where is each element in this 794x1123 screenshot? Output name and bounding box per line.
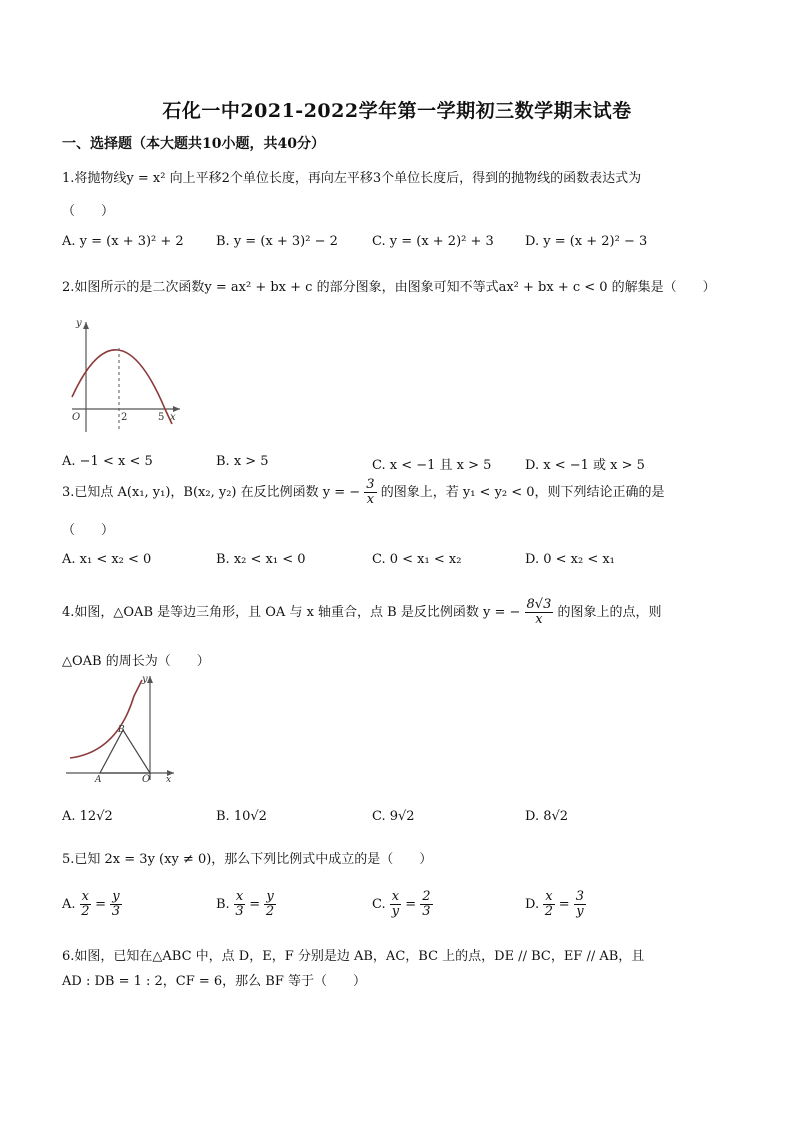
q1-paren: （ ） [62, 204, 115, 219]
q4-option-c: C. 9√2 [372, 809, 415, 824]
origin-label: O [142, 774, 151, 784]
origin-label: O [72, 412, 81, 423]
x-label: x [166, 775, 172, 784]
q6-stem: 6.如图，已知在△ABC 中，点 D，E，F 分别是边 AB，AC，BC 上的点，DE // BC，EF // AB，且 [62, 949, 645, 964]
y-label: y [142, 674, 148, 685]
triangle-oab [100, 730, 150, 773]
q1-option-a: A. y = (x + 3)² + 2 [62, 234, 184, 249]
q6-line2: AD : DB = 1 : 2，CF = 6，那么 BF 等于（ ） [62, 974, 367, 989]
y-axis-arrow [83, 322, 89, 329]
q4-option-b: B. 10√2 [216, 809, 267, 824]
q5-option-c: C. $\frac{x}{y}$ = $\frac{2}{3}$ [372, 889, 431, 919]
q3-option-a: A. x₁ < x₂ < 0 [62, 552, 152, 567]
q5-stem: 5.已知 2x = 3y (xy ≠ 0)，那么下列比例式中成立的是（ ） [62, 852, 433, 867]
q1-stem: 1.将抛物线y = x² 向上平移2个单位长度，再向左平移3个单位长度后，得到的抛物线的函数表达式为 [62, 171, 642, 186]
q2-parabola-graph [62, 312, 192, 436]
q4-stem [62, 598, 662, 627]
q4-stem-b: 的图象上的点，则 [557, 605, 662, 620]
x-label: x [170, 412, 176, 423]
q5-b-d2: 2 [265, 904, 275, 919]
q4-triangle-graph [62, 672, 182, 784]
q2-option-d: D. x < −1 或 x > 5 [525, 458, 645, 473]
q4-line2: △OAB 的周长为（ ） [62, 654, 210, 669]
q5-d-d2: y [576, 904, 584, 919]
q3-option-d: D. 0 < x₂ < x₁ [525, 552, 615, 567]
point-b-label: B [118, 725, 125, 735]
q5-d-prefix: D. [525, 897, 540, 912]
tick-2: 2 [121, 412, 128, 423]
q2-option-b: B. x > 5 [216, 454, 269, 469]
q4-option-d: D. 8√2 [525, 809, 569, 824]
point-a-label: A [95, 775, 102, 784]
q3-option-b: B. x₂ < x₁ < 0 [216, 552, 306, 567]
q2-stem: 2.如图所示的是二次函数y = ax² + bx + c 的部分图象，由图象可知不等式ax² + bx + c < 0 的解集是（ ） [62, 280, 716, 295]
q5-b-prefix: B. [216, 897, 230, 912]
q5-c-n1: x [391, 889, 400, 904]
section-heading: 一、选择题（本大题共10小题，共40分） [62, 136, 325, 152]
q4-stem-a: 4.如图，△OAB 是等边三角形，且 OA 与 x 轴重合，点 B 是反比例函数 y = − [62, 605, 521, 620]
q3-frac-num: 3 [366, 477, 375, 492]
q5-d-d1: 2 [544, 904, 554, 919]
q3-stem [62, 478, 665, 507]
q5-b-n2: y [266, 889, 274, 904]
q3-option-c: C. 0 < x₁ < x₂ [372, 552, 462, 567]
q5-a-d2: 3 [111, 904, 120, 919]
page-title: 石化一中2021-2022学年第一学期初三数学期末试卷 [162, 100, 632, 122]
q4-fraction [525, 598, 554, 627]
q4-option-a: A. 12√2 [62, 809, 113, 824]
q5-a-d1: 2 [81, 904, 90, 919]
q5-b-n1: x [235, 889, 244, 904]
q5-option-b: B. $\frac{x}{3}$ = $\frac{y}{2}$ [216, 889, 275, 919]
q3-paren: （ ） [62, 523, 115, 538]
q3-frac-den: x [366, 492, 375, 507]
q3-fraction [364, 478, 376, 507]
q5-c-n2: 2 [422, 889, 431, 904]
q2-option-c: C. x < −1 且 x > 5 [372, 458, 492, 473]
q5-option-d: D. $\frac{x}{2}$ = $\frac{3}{y}$ [525, 889, 585, 919]
q5-option-a: A. $\frac{x}{2}$ = $\frac{y}{3}$ [62, 889, 120, 919]
q5-c-d2: 3 [422, 904, 431, 919]
y-axis-arrow [147, 676, 153, 683]
q5-c-prefix: C. [372, 897, 386, 912]
q1-option-b: B. y = (x + 3)² − 2 [216, 234, 338, 249]
q5-d-n2: 3 [575, 889, 585, 904]
y-label: y [76, 318, 82, 329]
q5-a-n2: y [112, 889, 120, 904]
q5-b-d1: 3 [235, 904, 244, 919]
q5-c-d1: y [391, 904, 400, 919]
q1-option-c: C. y = (x + 2)² + 3 [372, 234, 494, 249]
q4-frac-den: x [535, 612, 543, 627]
tick-5: 5 [158, 412, 165, 423]
q5-d-n1: x [545, 889, 553, 904]
q4-frac-num: 8√3 [526, 597, 552, 612]
q3-stem-a: 3.已知点 A(x₁, y₁)，B(x₂, y₂) 在反比例函数 y = − [62, 485, 361, 500]
q3-stem-b: 的图象上，若 y₁ < y₂ < 0，则下列结论正确的是 [380, 485, 665, 500]
q5-a-n1: x [81, 889, 90, 904]
q2-option-a: A. −1 < x < 5 [62, 454, 153, 469]
q5-a-prefix: A. [62, 897, 76, 912]
q1-option-d: D. y = (x + 2)² − 3 [525, 234, 648, 249]
hyperbola-curve [70, 680, 142, 758]
